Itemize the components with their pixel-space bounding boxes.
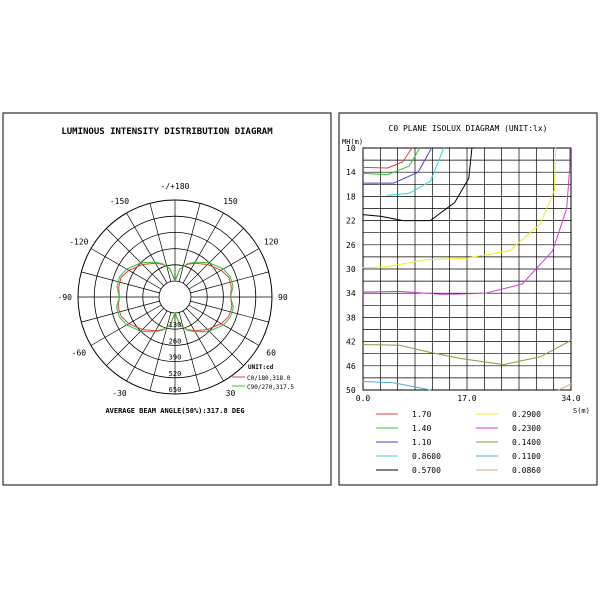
isolux-y-tick-label: 26: [346, 240, 356, 250]
polar-angle-label: -90: [57, 293, 72, 302]
isolux-legend-label: 1.10: [412, 438, 432, 447]
isolux-contour-0: [363, 148, 412, 168]
polar-radial-tick-label: 130: [168, 321, 182, 330]
polar-radial-tick-label: 650: [168, 386, 182, 394]
isolux-y-tick-label: 22: [346, 216, 356, 226]
polar-spoke: [106, 228, 163, 285]
polar-unit-label: UNIT:cd: [248, 364, 274, 371]
polar-spoke: [81, 301, 159, 322]
isolux-contour-6: [363, 148, 570, 294]
isolux-contour-9: [559, 384, 571, 390]
polar-angle-label: -/+180: [160, 182, 190, 191]
isolux-y-axis-label: MH(m): [342, 138, 364, 146]
polar-spoke: [190, 301, 268, 322]
polar-angle-label: -150: [109, 196, 130, 206]
isolux-x-axis-label: S(m): [573, 407, 590, 415]
polar-angle-label: 60: [266, 348, 276, 358]
polar-radial-tick-label: 520: [168, 369, 182, 378]
polar-spoke: [81, 272, 159, 293]
polar-angle-label: -120: [69, 237, 89, 247]
polar-angle-label: -60: [71, 348, 87, 358]
isolux-legend-label: 1.40: [412, 424, 432, 433]
right-panel-frame: [339, 113, 597, 485]
legend-label-c0-180: C0/180,318.0: [247, 375, 291, 382]
polar-ring: [159, 281, 191, 313]
polar-spoke: [179, 203, 200, 281]
average-beam-angle-note: AVERAGE BEAM ANGLE(50%):317.8 DEG: [105, 407, 245, 415]
isolux-legend-label: 0.8600: [412, 452, 441, 461]
isolux-legend-label: 0.0860: [512, 466, 541, 475]
polar-chart-title: LUMINOUS INTENSITY DISTRIBUTION DIAGRAM: [61, 127, 273, 137]
isolux-legend-label: 0.1100: [512, 452, 541, 461]
isolux-y-tick-label: 30: [346, 265, 356, 274]
polar-spoke: [190, 272, 268, 293]
isolux-contour-2: [363, 148, 432, 183]
polar-angle-label: 120: [263, 237, 279, 247]
isolux-contour-8: [363, 382, 430, 391]
isolux-grid: [363, 148, 571, 390]
polar-spoke: [186, 228, 243, 285]
isolux-y-tick-label: 46: [346, 361, 356, 371]
isolux-y-tick-label: 10: [346, 144, 356, 153]
polar-spoke: [179, 312, 200, 390]
polar-angle-label: 150: [223, 196, 238, 206]
isolux-x-tick-label: 17.0: [457, 394, 477, 403]
legend-label-c90-270: C90/270,317.5: [247, 384, 294, 391]
isolux-legend-label: 0.2300: [512, 424, 541, 433]
isolux-legend-label: 0.5700: [412, 466, 441, 475]
polar-radial-tick-label: 260: [168, 337, 182, 346]
isolux-y-tick-label: 18: [346, 192, 356, 202]
isolux-contour-1: [363, 148, 420, 175]
polar-grid: [78, 200, 272, 394]
isolux-legend-label: 0.1400: [512, 438, 541, 447]
isolux-x-tick-labels: [356, 394, 581, 403]
isolux-legend-label: 1.70: [412, 410, 432, 419]
polar-radial-tick-label: 390: [168, 353, 182, 362]
isolux-x-tick-label: 34.0: [561, 394, 581, 403]
polar-angle-label: 90: [278, 293, 288, 302]
isolux-y-tick-label: 42: [346, 337, 356, 347]
isolux-y-tick-label: 50: [346, 386, 356, 395]
polar-spoke: [150, 203, 171, 281]
isolux-y-tick-label: 34: [346, 289, 356, 299]
isolux-y-tick-label: 38: [346, 313, 356, 323]
isolux-x-tick-label: 0.0: [355, 394, 371, 403]
polar-spoke: [186, 308, 243, 365]
isolux-legend-label: 0.2900: [512, 410, 541, 419]
isolux-y-tick-labels: [346, 144, 356, 395]
polar-angle-label: -30: [112, 389, 127, 399]
polar-angle-label: 30: [225, 389, 236, 399]
polar-spoke: [106, 308, 163, 365]
isolux-legend: [376, 410, 541, 475]
isolux-chart-title: C0 PLANE ISOLUX DIAGRAM (UNIT:lx): [388, 124, 548, 133]
isolux-y-tick-label: 14: [346, 168, 356, 178]
